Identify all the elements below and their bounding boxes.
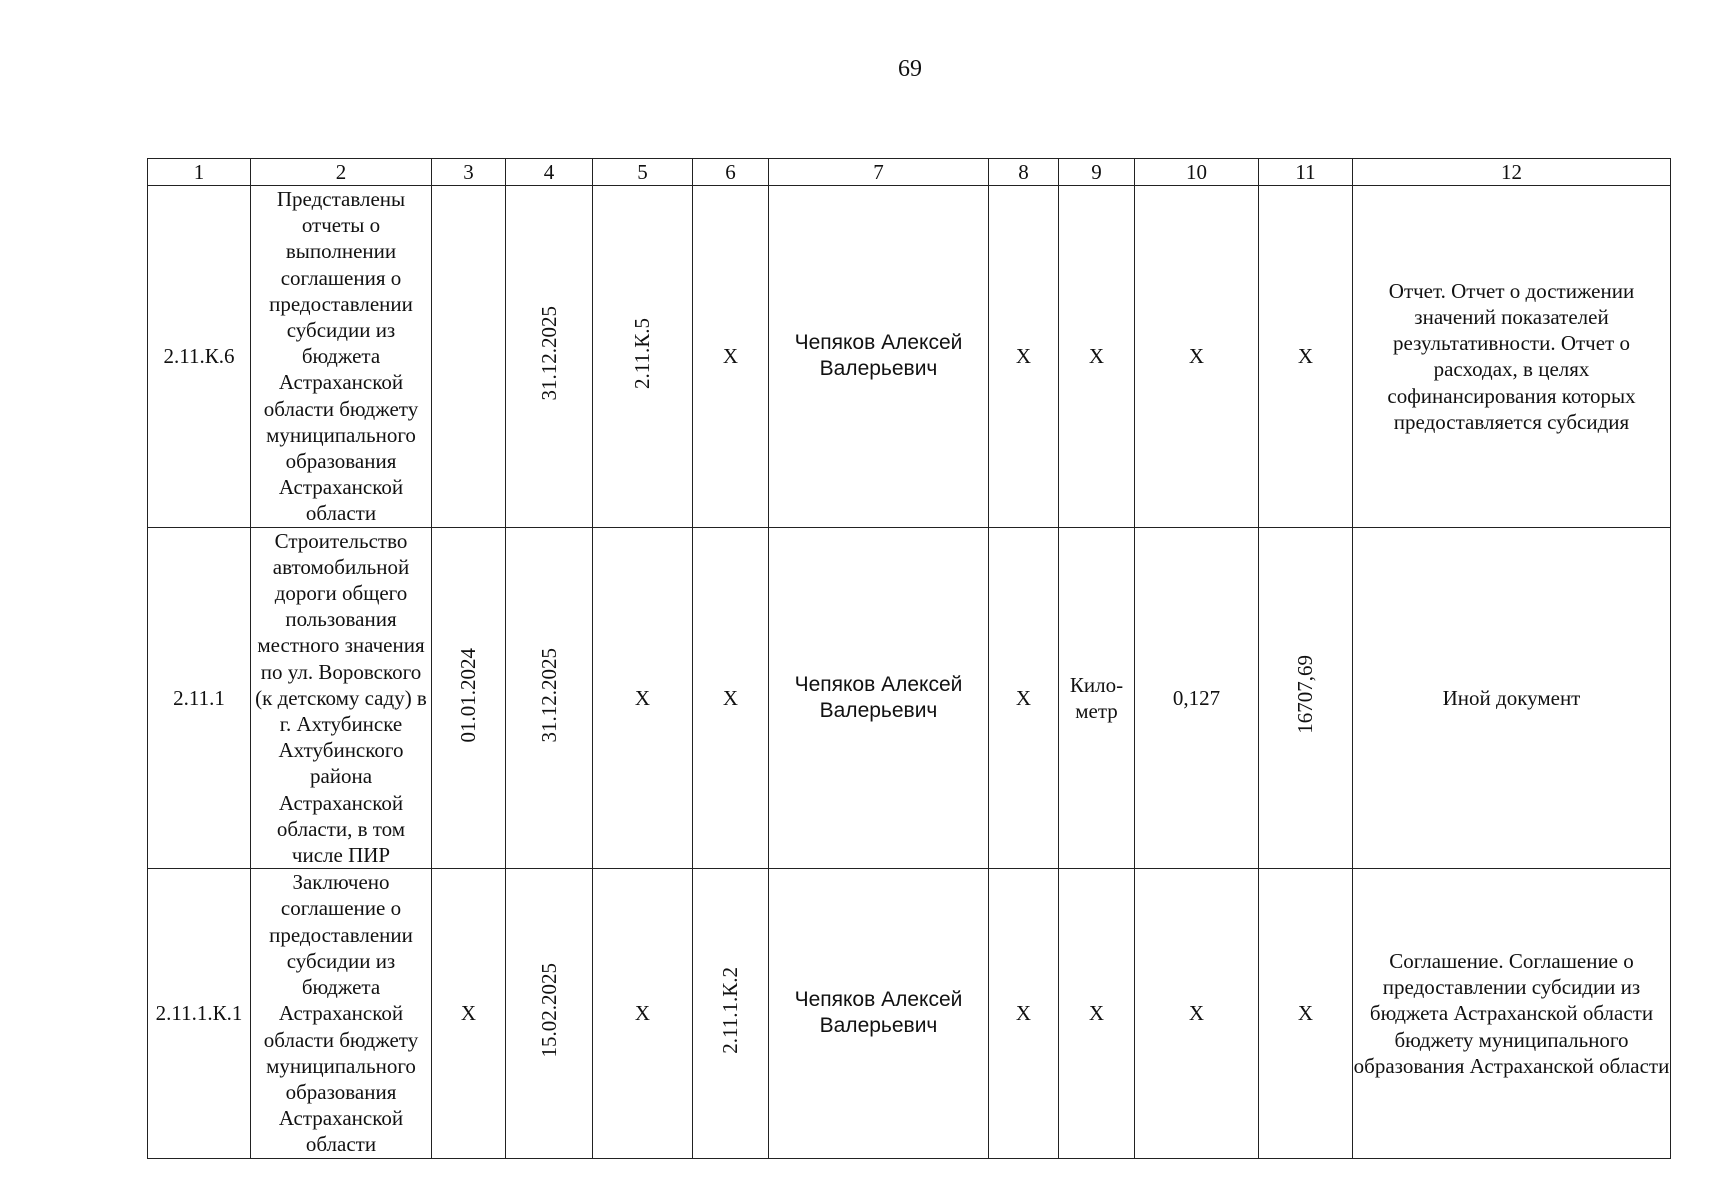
start-date: 01.01.2024 (456, 647, 481, 743)
value-cell: X (1135, 869, 1259, 1158)
amount: X (1297, 1001, 1314, 1026)
column-header: 9 (1059, 159, 1135, 186)
cell-col8: X (989, 527, 1059, 869)
document-type: Отчет. Отчет о достижении значений показателей результативности. Отчет о расходах, в целях софинансирования которых предоставляется субсидия (1353, 186, 1671, 528)
column-header: 12 (1353, 159, 1671, 186)
row-description: Заключено соглашение о предоставлении субсидии из бюджета Астраханской области бюджету муниципального образования Астраханской области (251, 869, 432, 1158)
table-row (148, 527, 1671, 869)
value-cell: X (1135, 186, 1259, 528)
column-header: 3 (432, 159, 506, 186)
successor: X (722, 685, 739, 710)
predecessor: X (634, 685, 651, 710)
successor-cell (693, 527, 769, 869)
successor: X (722, 344, 739, 369)
row-description: Представлены отчеты о выполнении соглашения о предоставлении субсидии из бюджета Астраханской области бюджету муниципального образования Астраханской области (251, 186, 432, 528)
successor-cell (693, 186, 769, 528)
table-row (148, 186, 1671, 528)
responsible-person: Чепяков Алексей Валерьевич (769, 527, 989, 869)
row-code: 2.11.К.6 (148, 186, 251, 528)
column-header: 11 (1259, 159, 1353, 186)
start-date-cell (432, 527, 506, 869)
column-header: 6 (693, 159, 769, 186)
predecessor: X (634, 1001, 651, 1026)
column-header: 10 (1135, 159, 1259, 186)
amount-cell (1259, 186, 1353, 528)
start-date-cell (432, 869, 506, 1158)
row-code: 2.11.1.К.1 (148, 869, 251, 1158)
predecessor-cell (593, 527, 693, 869)
amount: X (1297, 344, 1314, 369)
amount: 16707,69 (1293, 655, 1318, 735)
end-date: 31.12.2025 (536, 647, 561, 743)
unit-cell: Кило-метр (1059, 527, 1135, 869)
column-header: 7 (769, 159, 989, 186)
predecessor-cell (593, 869, 693, 1158)
column-header: 5 (593, 159, 693, 186)
responsible-person: Чепяков Алексей Валерьевич (769, 869, 989, 1158)
document-type: Соглашение. Соглашение о предоставлении субсидии из бюджета Астраханской области бюджету муниципального образования Астраханской области (1353, 869, 1671, 1158)
successor: 2.11.1.К.2 (718, 966, 743, 1054)
header-row (148, 159, 1671, 186)
successor-cell (693, 869, 769, 1158)
row-description: Строительство автомобильной дороги общего пользования местного значения по ул. Воровского (к детскому саду) в г. Ахтубинске Ахтубинского района Астраханской области, в том числе ПИР (251, 527, 432, 869)
predecessor-cell (593, 186, 693, 528)
document-type: Иной документ (1353, 527, 1671, 869)
amount-cell (1259, 869, 1353, 1158)
page-number: 69 (898, 56, 922, 82)
row-code: 2.11.1 (148, 527, 251, 869)
table-row (148, 869, 1671, 1158)
unit-cell: X (1059, 186, 1135, 528)
unit-cell: X (1059, 869, 1135, 1158)
cell-col8: X (989, 869, 1059, 1158)
column-header: 1 (148, 159, 251, 186)
amount-cell (1259, 527, 1353, 869)
cell-col8: X (989, 186, 1059, 528)
column-header: 2 (251, 159, 432, 186)
value-cell: 0,127 (1135, 527, 1259, 869)
end-date-cell (506, 186, 593, 528)
column-header: 8 (989, 159, 1059, 186)
end-date: 15.02.2025 (536, 963, 561, 1058)
end-date: 31.12.2025 (536, 305, 561, 401)
end-date-cell (506, 527, 593, 869)
column-header: 4 (506, 159, 593, 186)
responsible-person: Чепяков Алексей Валерьевич (769, 186, 989, 528)
end-date-cell (506, 869, 593, 1158)
plan-table (147, 158, 1671, 1159)
start-date-cell (432, 186, 506, 528)
start-date: X (460, 1001, 477, 1026)
predecessor: 2.11.К.5 (630, 317, 655, 389)
